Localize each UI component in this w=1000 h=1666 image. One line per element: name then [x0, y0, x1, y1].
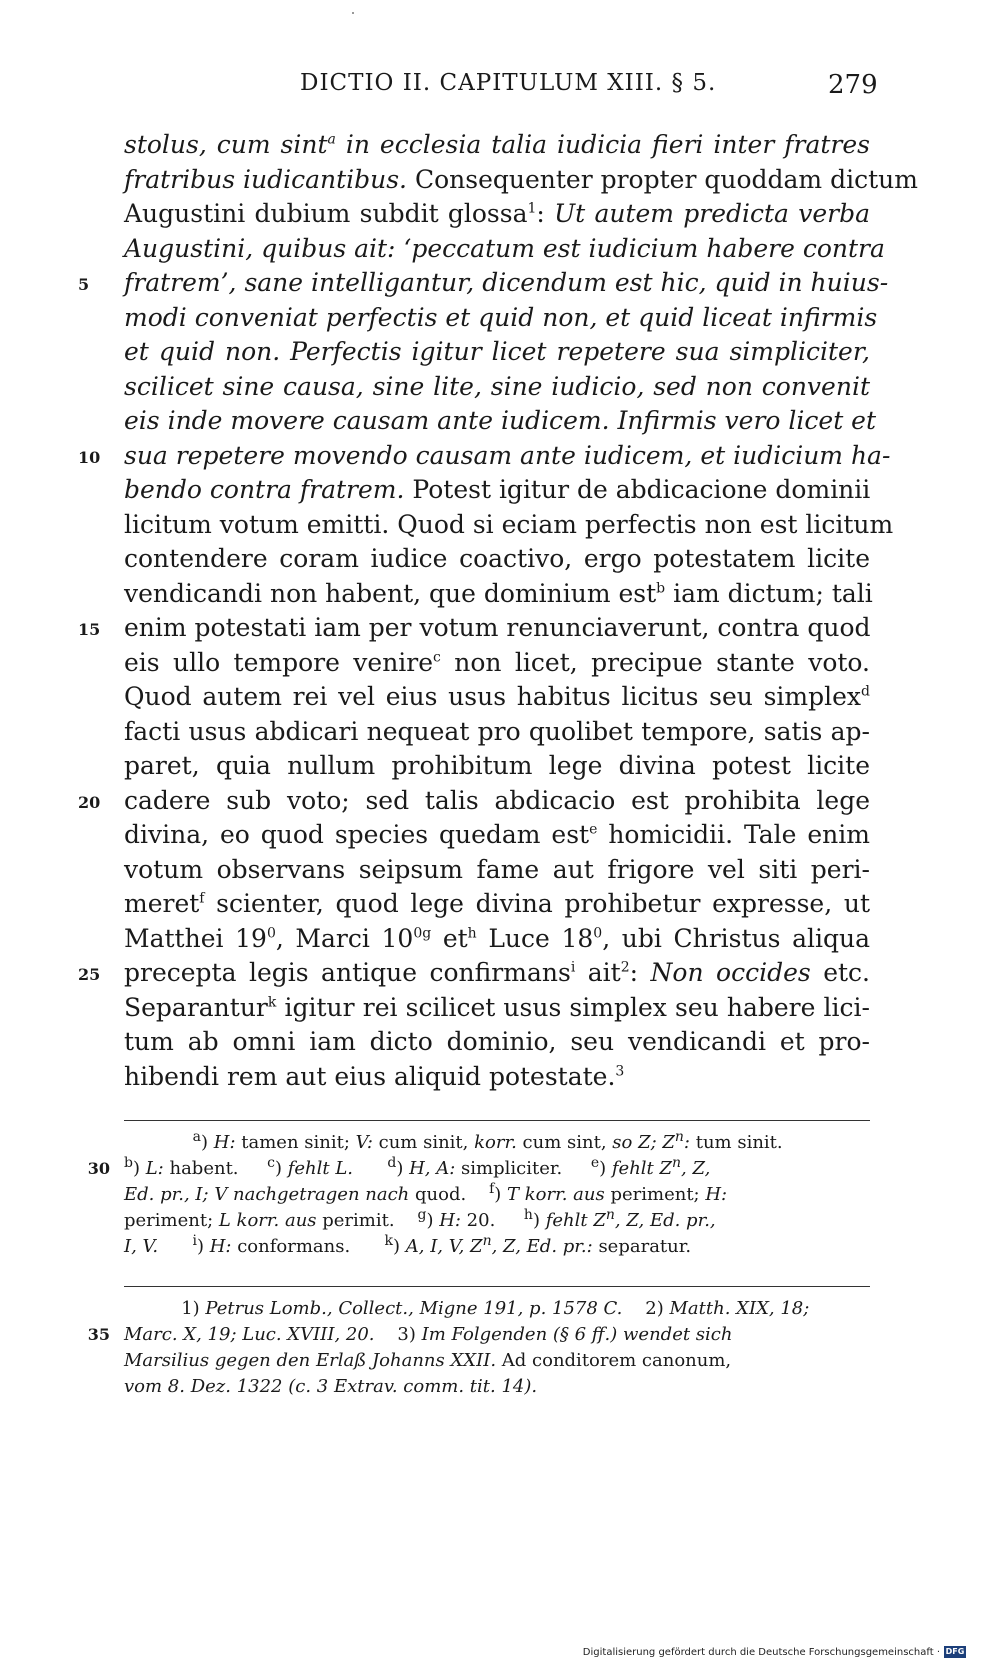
main-text-line-text: fratrem’, sane intelligantur, dicendum est hic, quid in huius-	[124, 268, 889, 297]
main-text-line-text: licitum votum emitti. Quod si eciam perfectis non est licitum	[124, 509, 894, 539]
main-text-line	[124, 646, 870, 681]
main-text-line	[78, 956, 870, 991]
main-text-line-text: facti usus abdicari nequeat pro quolibet tempore, satis ap-	[124, 716, 870, 746]
digitization-footer	[583, 1646, 966, 1658]
apparatus-rule	[124, 1120, 870, 1121]
main-text-line-text: fratribus iudicantibus. Consequenter propter quoddam dictum	[124, 164, 918, 194]
main-text-block	[78, 128, 918, 1094]
main-text-line-text: meret$^f$ scienter, quod lege divina prohibetur expresse, ut	[124, 889, 870, 918]
line-number: 10	[78, 447, 101, 467]
main-text-line	[78, 266, 889, 301]
apparatus-line	[87, 1155, 870, 1182]
line-number: 5	[78, 275, 90, 294]
footnote-line	[124, 1348, 870, 1374]
running-head: DICTIO II. CAPITULUM XIII. § 5.	[300, 70, 717, 96]
main-text-line-text: tum ab omni iam dicto dominio, seu vendicandi et pro-	[124, 1027, 870, 1056]
main-text-line-text: et quid non. Perfectis igitur licet repetere sua simpliciter,	[124, 337, 870, 366]
line-number: 25	[78, 965, 101, 984]
main-text-line-text: hibendi rem aut eius aliquid potestate.$^3$	[124, 1061, 625, 1091]
footer-text: Digitalisierung gefördert durch die Deutsche Forschungsgemeinschaft ·	[582, 1646, 940, 1658]
main-text-line-text: Separantur$^k$ igitur rei scilicet usus simplex seu habere lici-	[124, 992, 870, 1022]
main-text-line	[124, 715, 870, 750]
main-text-line-text: sua repetere movendo causam ante iudicem, et iudicium ha-	[124, 440, 891, 470]
apparatus-line	[124, 1208, 870, 1234]
main-text-line	[124, 473, 870, 508]
line-number: 35	[87, 1325, 110, 1344]
main-text-line-text: Augustini, quibus ait: ‘peccatum est iudicium habere contra	[124, 233, 885, 263]
footnote-line	[124, 1374, 870, 1400]
main-text-line-text: cadere sub voto; sed talis abdicacio est prohibita lege	[124, 785, 870, 815]
main-text-line	[124, 301, 878, 336]
apparatus-line-text: periment; L korr. aus perimit. $^g$) H: 20. $^h$) fehlt $Z^n$, Z, Ed. pr.,	[124, 1207, 716, 1231]
main-text-line	[124, 163, 918, 198]
footnote-line	[124, 1296, 870, 1322]
main-text-line	[124, 577, 873, 612]
main-text-line	[124, 922, 870, 957]
footnote-line-text: Marsilius gegen den Erlaß Johanns XXII. Ad conditorem canonum,	[124, 1350, 732, 1371]
page-number: 279	[828, 70, 878, 100]
main-text-line	[124, 508, 894, 543]
main-text-line	[124, 232, 885, 267]
apparatus-line-text: $^b$) L: habent. $^c$) fehlt L. $^d$) H, A: simpliciter. $^e$) fehlt $Z^n$, Z,	[124, 1155, 711, 1179]
footnote-line	[87, 1322, 870, 1348]
main-text-line-text: Matthei $19^0$, Marci $10^{0g}$ $et^h$ Luce $18^0$, ubi Christus aliqua	[124, 923, 870, 953]
main-text-line	[124, 818, 870, 853]
main-text-line-text: enim potestati iam per votum renunciaverunt, contra quod	[124, 613, 871, 642]
main-text-line-text: contendere coram iudice coactivo, ergo potestatem licite	[124, 544, 870, 573]
main-text-line	[124, 404, 877, 439]
main-text-line	[124, 197, 870, 232]
scan-mark	[352, 12, 354, 14]
main-text-line	[124, 749, 870, 784]
main-text-line	[124, 887, 870, 922]
main-text-line-text: stolus, cum sint$^a$ in ecclesia talia iudicia fieri inter fratres	[124, 130, 870, 159]
main-text-line	[78, 784, 870, 819]
main-text-line-text: precepta legis antique confirmans$^i$ ait$^2$: Non occides etc.	[124, 958, 870, 987]
apparatus-line	[124, 1182, 870, 1208]
main-text-line	[124, 680, 870, 715]
main-text-line-text: divina, eo quod species quedam est$^e$ homicidii. Tale enim	[124, 820, 870, 849]
line-number: 30	[87, 1159, 110, 1178]
main-text-line	[78, 611, 871, 646]
footnotes	[87, 1296, 870, 1400]
critical-apparatus	[87, 1129, 870, 1260]
line-number: 15	[78, 620, 101, 639]
main-text-line	[124, 1060, 870, 1095]
main-text-line	[124, 542, 870, 577]
main-text-line	[78, 439, 891, 474]
dfg-logo: DFG	[945, 1647, 965, 1656]
main-text-line	[124, 853, 870, 888]
main-text-line-text: Augustini dubium subdit glossa$^1$: Ut autem predicta verba	[124, 199, 870, 228]
main-text-line-text: Quod autem rei vel eius usus habitus licitus seu simplex$^d$	[124, 682, 870, 711]
main-text-line	[124, 370, 870, 405]
main-text-line-text: bendo contra fratrem. Potest igitur de abdicacione dominii	[124, 475, 871, 504]
apparatus-line-text: I, V. $^i$) H: conformans. $^k$) A, I, V, $Z^n$, Z, Ed. pr.: separatur.	[124, 1233, 692, 1257]
footnote-line-text: vom 8. Dez. 1322 (c. 3 Extrav. comm. tit. 14).	[124, 1376, 538, 1397]
apparatus-line	[124, 1234, 870, 1260]
notes-rule	[124, 1286, 870, 1287]
main-text-line-text: paret, quia nullum prohibitum lege divina potest licite	[124, 751, 870, 780]
apparatus-line	[124, 1130, 870, 1156]
main-text-line-text: modi conveniat perfectis et quid non, et quid liceat infirmis	[124, 302, 878, 332]
main-text-line-text: vendicandi non habent, que dominium est$^b$ iam dictum; tali	[124, 578, 873, 608]
main-text-line	[124, 991, 870, 1026]
apparatus-line-text: $^a$) H: tamen sinit; V: cum sinit, korr. cum sint, so Z; $Z^n$: tum sinit.	[192, 1129, 783, 1153]
main-text-line-text: eis ullo tempore venire$^c$ non licet, precipue stante voto.	[124, 647, 870, 677]
footnote-line-text: Marc. X, 19; Luc. XVIII, 20. 3) Im Folgenden (§ 6 ff.) wendet sich	[124, 1324, 733, 1345]
main-text-line	[124, 335, 870, 370]
apparatus-line-text: Ed. pr., I; V nachgetragen nach quod. $^f$) T korr. aus periment; H:	[124, 1181, 728, 1205]
line-number: 20	[78, 792, 101, 812]
main-text-line-text: scilicet sine causa, sine lite, sine iudicio, sed non convenit	[124, 371, 870, 401]
footnote-line-text: 1) Petrus Lomb., Collect., Migne 191, p. 1578 C. 2) Matth. XIX, 18;	[124, 1298, 810, 1319]
main-text-line-text: eis inde movere causam ante iudicem. Infirmis vero licet et	[124, 406, 877, 435]
main-text-line	[124, 128, 870, 163]
main-text-line-text: votum observans seipsum fame aut frigore vel siti peri-	[124, 854, 870, 884]
main-text-line	[124, 1025, 870, 1060]
